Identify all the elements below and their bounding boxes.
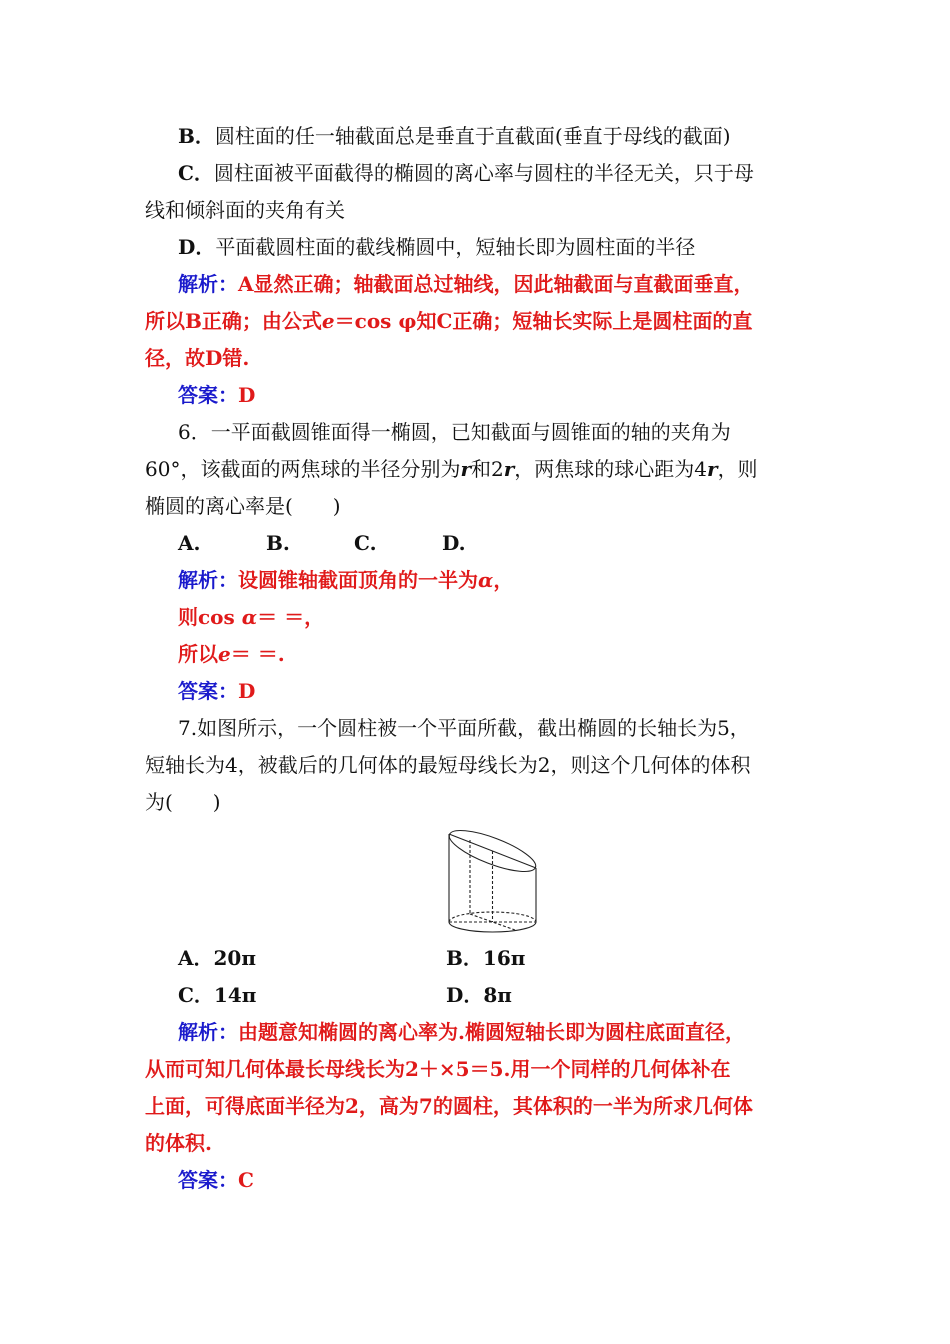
q6-solution-line3: 所以e＝ ＝.: [178, 642, 285, 666]
q7-option-b[interactable]: B．16π: [446, 946, 526, 970]
q6-option-d[interactable]: D.: [442, 531, 466, 555]
truncated-cylinder-figure: [445, 822, 540, 934]
q7-option-c[interactable]: C．14π: [178, 983, 257, 1007]
q5-solution-line2: 所以B正确；由公式e＝cos φ知C正确；短轴长实际上是圆柱面的直: [145, 309, 753, 333]
q7-solution-line3: 上面，可得底面半径为2，高为7的圆柱，其体积的一半为所求几何体: [145, 1094, 753, 1118]
q7-stem-line2: 短轴长为4，被截后的几何体的最短母线长为2，则这个几何体的体积: [145, 753, 751, 777]
q6-solution: 解析：设圆锥轴截面顶角的一半为α，: [178, 568, 514, 592]
q6-stem: 6．一平面截圆锥面得一椭圆，已知截面与圆锥面的轴的夹角为: [178, 420, 731, 444]
q7-stem-line3: 为( ): [145, 790, 221, 814]
q7-stem: 7.如图所示，一个圆柱被一个平面所截，截出椭圆的长轴长为5，: [178, 716, 750, 740]
q7-solution-line4: 的体积.: [145, 1131, 212, 1155]
q7-option-a[interactable]: A．20π: [178, 946, 256, 970]
q7-options-row1: [145, 940, 810, 977]
q6-options: [145, 525, 810, 562]
q5-option-c-cont: 线和倾斜面的夹角有关: [145, 198, 345, 222]
q5-solution: 解析：A显然正确；轴截面总过轴线，因此轴截面与直截面垂直，: [178, 272, 754, 296]
document-page-bottom: [145, 940, 810, 1199]
q6-answer: 答案：D: [178, 679, 256, 703]
q7-solution: 解析：由题意知椭圆的离心率为.椭圆短轴长即为圆柱底面直径，: [178, 1020, 745, 1044]
q5-option-b: B．圆柱面的任一轴截面总是垂直于直截面(垂直于母线的截面): [178, 124, 731, 148]
q5-option-c: C．圆柱面被平面截得的椭圆的离心率与圆柱的半径无关，只于母: [178, 161, 754, 185]
q6-stem-line2: 60°，该截面的两焦球的半径分别为r和2r，两焦球的球心距为4r，则: [145, 457, 758, 481]
q6-stem-line3: 椭圆的离心率是( ): [145, 494, 341, 518]
q6-option-a[interactable]: A.: [178, 531, 201, 555]
q7-options-row2: [145, 977, 810, 1014]
q5-solution-line3: 径，故D错.: [145, 346, 250, 370]
q7-solution-line2: 从而可知几何体最长母线长为2＋×5＝5.用一个同样的几何体补在: [145, 1057, 731, 1081]
q6-solution-line2: 则cos α＝ ＝，: [178, 605, 325, 629]
cylinder-base-front: [449, 922, 536, 932]
q5-option-d: D．平面截圆柱面的截线椭圆中，短轴长即为圆柱面的半径: [178, 235, 696, 259]
q6-option-c[interactable]: C.: [354, 531, 377, 555]
q6-option-b[interactable]: B.: [266, 531, 290, 555]
q7-answer: 答案：C: [178, 1168, 254, 1192]
document-page: [145, 118, 810, 821]
q7-option-d[interactable]: D．8π: [446, 983, 512, 1007]
q5-answer: 答案：D: [178, 383, 256, 407]
